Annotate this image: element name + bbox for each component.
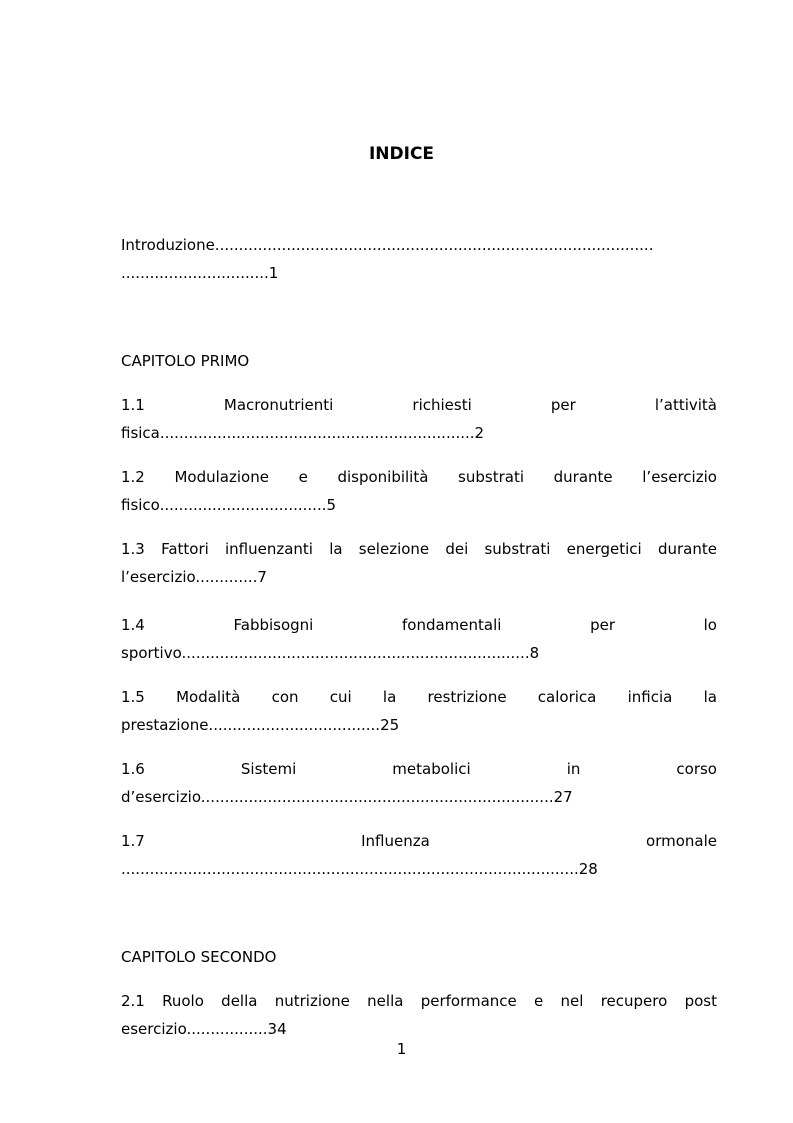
toc-word: post bbox=[684, 992, 717, 1010]
toc-word: Fabbisogni bbox=[233, 616, 314, 634]
toc-word: durante bbox=[657, 540, 717, 558]
toc-entry-line-2: l’esercizio.............7 bbox=[121, 568, 267, 586]
toc-entry-1-4 bbox=[121, 611, 717, 667]
toc-word: della bbox=[221, 992, 258, 1010]
toc-word: 1.2 bbox=[121, 468, 145, 486]
toc-word: 1.7 bbox=[121, 832, 145, 850]
toc-word: la bbox=[382, 688, 397, 706]
page-number: 1 bbox=[396, 1040, 407, 1058]
chapter-heading-secondo: CAPITOLO SECONDO bbox=[121, 948, 277, 966]
toc-entry-1-3 bbox=[121, 535, 717, 591]
toc-word: Ruolo bbox=[162, 992, 204, 1010]
toc-word: disponibilità bbox=[337, 468, 429, 486]
toc-word: ormonale bbox=[646, 832, 717, 850]
chapter-heading-primo: CAPITOLO PRIMO bbox=[121, 352, 250, 370]
toc-word: per bbox=[590, 616, 615, 634]
toc-entry-line-2: sportivo.........................................................................8 bbox=[121, 644, 540, 662]
toc-entry-1-6 bbox=[121, 755, 717, 811]
toc-word: Modalità bbox=[176, 688, 241, 706]
toc-word: selezione bbox=[358, 540, 430, 558]
toc-entry-1-1 bbox=[121, 391, 717, 447]
toc-word: 1.6 bbox=[121, 760, 145, 778]
toc-word: 1.5 bbox=[121, 688, 145, 706]
toc-word: e bbox=[298, 468, 308, 486]
toc-entry-1-2 bbox=[121, 463, 717, 519]
toc-word: 1.3 bbox=[121, 540, 145, 558]
toc-entry-line-1 bbox=[121, 611, 717, 639]
toc-entry-line-2: fisico...................................5 bbox=[121, 496, 337, 514]
toc-entry-line-1 bbox=[121, 463, 717, 491]
toc-word: Macronutrienti bbox=[223, 396, 334, 414]
toc-entry-line-2: fisica..................................................................2 bbox=[121, 424, 485, 442]
toc-word: corso bbox=[676, 760, 717, 778]
toc-word: l’esercizio bbox=[642, 468, 717, 486]
toc-word: 1.1 bbox=[121, 396, 145, 414]
toc-word: Introduzione............................................................................................ bbox=[121, 236, 654, 254]
toc-word: richiesti bbox=[412, 396, 472, 414]
toc-word: e bbox=[534, 992, 544, 1010]
toc-word: Influenza bbox=[361, 832, 430, 850]
toc-word: restrizione bbox=[427, 688, 507, 706]
toc-entry-2-1 bbox=[121, 987, 717, 1043]
toc-entry-line-2: prestazione....................................25 bbox=[121, 716, 400, 734]
toc-word: la bbox=[703, 688, 717, 706]
toc-word: Fattori bbox=[161, 540, 209, 558]
toc-entry-line-1 bbox=[121, 987, 717, 1015]
toc-word: performance bbox=[420, 992, 517, 1010]
toc-word: inficia bbox=[627, 688, 673, 706]
toc-entry-1-5 bbox=[121, 683, 717, 739]
toc-entry-line-1 bbox=[121, 683, 717, 711]
toc-entry-line-1 bbox=[121, 391, 717, 419]
toc-word: influenzanti bbox=[224, 540, 313, 558]
toc-word: 2.1 bbox=[121, 992, 145, 1010]
toc-word: durante bbox=[553, 468, 613, 486]
toc-word: in bbox=[566, 760, 581, 778]
toc-word: Sistemi bbox=[240, 760, 297, 778]
toc-word: substrati bbox=[484, 540, 551, 558]
toc-word: metabolici bbox=[392, 760, 471, 778]
toc-word: lo bbox=[703, 616, 717, 634]
toc-word: recupero bbox=[600, 992, 668, 1010]
toc-entry-line-2: esercizio.................34 bbox=[121, 1020, 287, 1038]
page-title: INDICE bbox=[368, 144, 435, 164]
toc-word: substrati bbox=[458, 468, 524, 486]
toc-word: con bbox=[271, 688, 299, 706]
toc-word: nel bbox=[560, 992, 584, 1010]
toc-word: l’attività bbox=[654, 396, 717, 414]
toc-entry-line-2: d’esercizio..........................................................................27 bbox=[121, 788, 573, 806]
toc-entry-line-1 bbox=[121, 827, 717, 855]
toc-word: calorica bbox=[537, 688, 597, 706]
toc-word: 1.4 bbox=[121, 616, 145, 634]
toc-entry-line-1 bbox=[121, 755, 717, 783]
toc-word: per bbox=[550, 396, 576, 414]
toc-word: nella bbox=[367, 992, 404, 1010]
toc-word: dei bbox=[445, 540, 469, 558]
toc-word: Modulazione bbox=[174, 468, 269, 486]
toc-entry-line-1 bbox=[121, 535, 717, 563]
toc-entry-line-2: ...............................1 bbox=[121, 264, 279, 282]
toc-word: cui bbox=[329, 688, 352, 706]
toc-word: fondamentali bbox=[401, 616, 502, 634]
toc-entry-1-7 bbox=[121, 827, 717, 883]
toc-word: nutrizione bbox=[274, 992, 350, 1010]
toc-word: energetici bbox=[566, 540, 642, 558]
toc-entry-line-2: ................................................................................................28 bbox=[121, 860, 598, 878]
toc-entry-line-1 bbox=[121, 231, 717, 259]
toc-word: la bbox=[329, 540, 343, 558]
toc-entry-introduzione bbox=[121, 231, 717, 287]
